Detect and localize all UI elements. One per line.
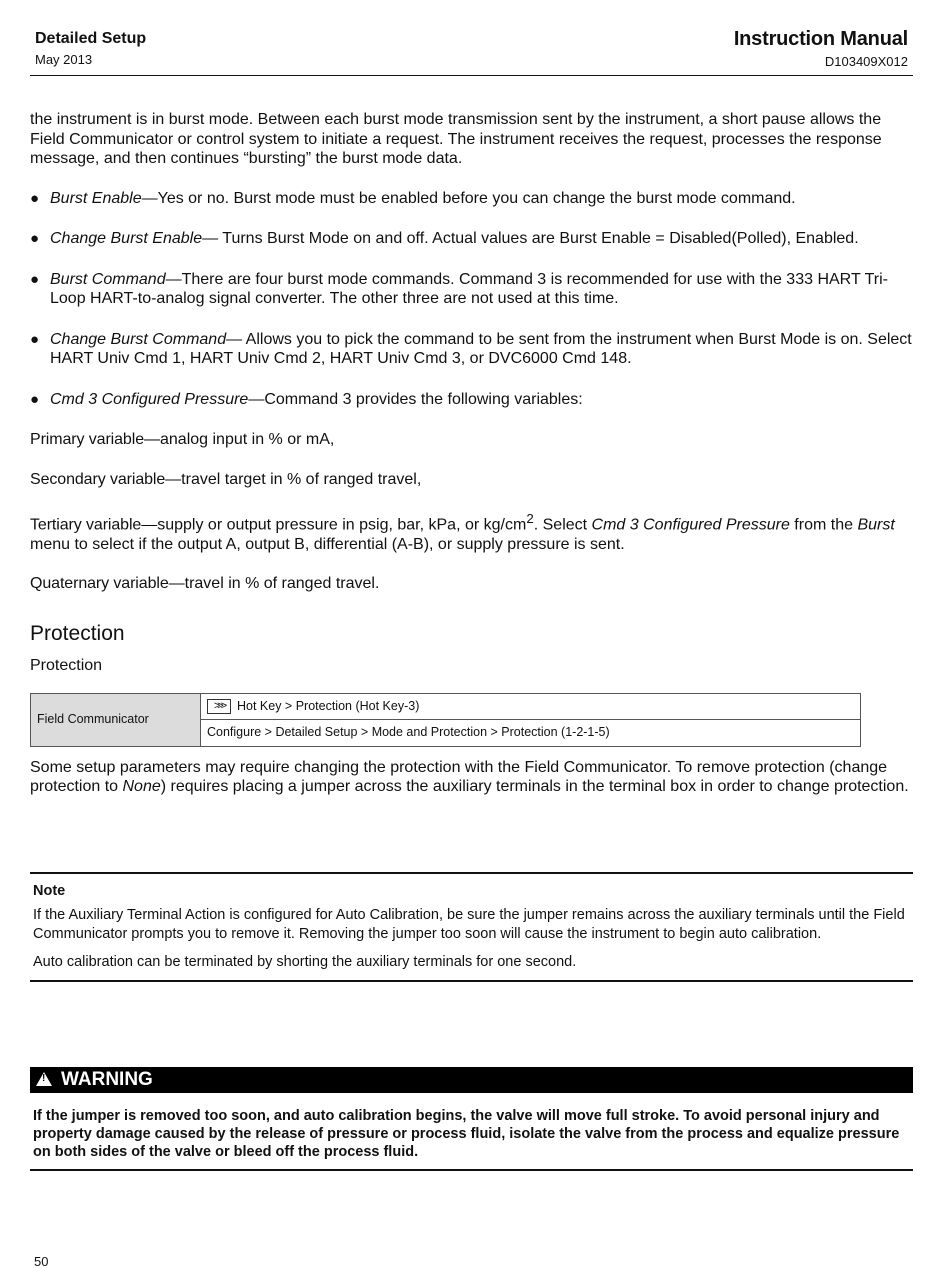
intro-paragraph: the instrument is in burst mode. Between each burst mode transmission sent by the instrument, a short pause allows the Field Communicator or control system to initiate a request. The instrument receives the request, processes the response message, and then continues “bursting” the burst mode data. — [30, 111, 882, 167]
warning-triangle-icon — [36, 1072, 52, 1086]
variable-text: —supply or output pressure in psig, bar, kPa, or kg/cm — [141, 516, 527, 534]
term: Burst Enable — [50, 189, 142, 207]
hot-key-icon: >>> — [207, 699, 231, 714]
variable-text: —travel target in % of ranged travel, — [165, 470, 422, 488]
variable-label: Secondary variable — [30, 470, 166, 488]
manual-title: Instruction Manual — [733, 28, 908, 50]
list-item — [30, 390, 913, 410]
term-description: —Yes or no. Burst mode must be enabled before you can change the burst mode command. — [141, 189, 796, 207]
warning-label: WARNING — [61, 1069, 153, 1090]
header-divider — [30, 75, 913, 76]
secondary-variable — [30, 470, 913, 490]
bullet-icon: ● — [30, 330, 40, 348]
bullet-icon: ● — [30, 230, 40, 247]
warning-text: If the jumper is removed too soon, and auto calibration begins, the valve will move full stroke. To avoid personal injury and property damage caused by the release of pressure or process fluid, isolate the valve from the process and equalize pressure on both sides of the valve or bleed off the process fluid. — [30, 1107, 913, 1171]
quaternary-variable — [30, 574, 913, 594]
variable-label: Quaternary variable — [30, 575, 169, 593]
variable-text: . Select — [533, 516, 592, 534]
page-header-right — [734, 28, 908, 69]
warning-banner — [30, 1067, 913, 1093]
term: Change Burst Command — [50, 330, 227, 348]
variable-label: Primary variable — [30, 431, 144, 448]
variable-text: —travel in % of ranged travel. — [168, 575, 380, 593]
field-communicator-table — [30, 693, 861, 747]
publish-date: May 2013 — [35, 52, 93, 67]
main-content — [30, 110, 913, 797]
paragraph-text: Some setup parameters may require changing the protection with the Field Communicator. To remove protection (change protection to — [30, 758, 888, 796]
paragraph-text: ) requires placing a jumper across the auxiliary terminals in the terminal box in order to change protection. — [160, 778, 909, 796]
parameter-name: Cmd 3 Configured Pressure — [591, 516, 790, 534]
menu-path-cell: Configure > Detailed Setup > Mode and Protection > Protection (1-2-1-5) — [201, 720, 861, 747]
term-description: —There are four burst mode commands. Command 3 is recommended for use with the 333 HART Tri-Loop HART-to-analog signal converter. The other three are not used at this time. — [50, 270, 888, 307]
burst-options-list — [30, 189, 913, 410]
term-description: — Turns Burst Mode on and off. Actual values are Burst Enable = Disabled(Polled), Enabled. — [202, 230, 859, 247]
list-item — [30, 229, 913, 249]
bullet-icon: ● — [30, 189, 40, 207]
tertiary-variable — [30, 509, 913, 554]
term: Cmd 3 Configured Pressure — [50, 390, 249, 408]
variable-text: menu to select if the output A, output B, differential (A-B), or supply pressure is sent. — [30, 535, 625, 553]
note-box — [30, 872, 913, 982]
document-number: D103409X012 — [824, 54, 908, 69]
hotkey-path: Hot Key > Protection (Hot Key-3) — [237, 698, 420, 713]
superscript: 2 — [526, 511, 534, 526]
subsection-title: Protection — [30, 657, 103, 675]
note-paragraph: Auto calibration can be terminated by shorting the auxiliary terminals for one second. — [33, 954, 577, 970]
list-item — [30, 330, 913, 369]
menu-name: Burst — [857, 516, 895, 534]
primary-variable — [30, 430, 913, 450]
option-name: None — [122, 778, 161, 796]
page-header-left — [35, 30, 146, 67]
note-title: Note — [33, 883, 66, 899]
bullet-icon: ● — [30, 270, 40, 288]
term-description: —Command 3 provides the following variables: — [248, 390, 583, 408]
section-name: Detailed Setup — [35, 30, 147, 47]
variable-text: from the — [789, 516, 858, 534]
list-item — [30, 189, 913, 209]
note-paragraph: If the Auxiliary Terminal Action is configured for Auto Calibration, be sure the jumper remains across the auxiliary terminals until the Field Communicator prompts you to remove it. Removing the jumper too soon will cause the instrument to begin auto calibration. — [33, 907, 905, 942]
variable-label: Tertiary variable — [30, 516, 142, 534]
term: Change Burst Enable — [50, 230, 203, 247]
term: Burst Command — [50, 270, 166, 288]
variable-text: —analog input in % or mA, — [144, 431, 335, 448]
term-description: — Allows you to pick the command to be sent from the instrument when Burst Mode is on. Select HART Univ Cmd 1, HART Univ Cmd 2, HART Univ Cmd 3, or DVC6000 Cmd 148. — [50, 330, 912, 367]
section-title: Protection — [30, 621, 125, 645]
list-item — [30, 270, 913, 309]
protection-paragraph — [30, 758, 913, 797]
table-label-cell: Field Communicator — [31, 693, 201, 746]
page-number: 50 — [34, 1254, 49, 1269]
hotkey-path-cell — [201, 693, 861, 720]
table-row — [31, 693, 861, 720]
bullet-icon: ● — [30, 390, 40, 408]
